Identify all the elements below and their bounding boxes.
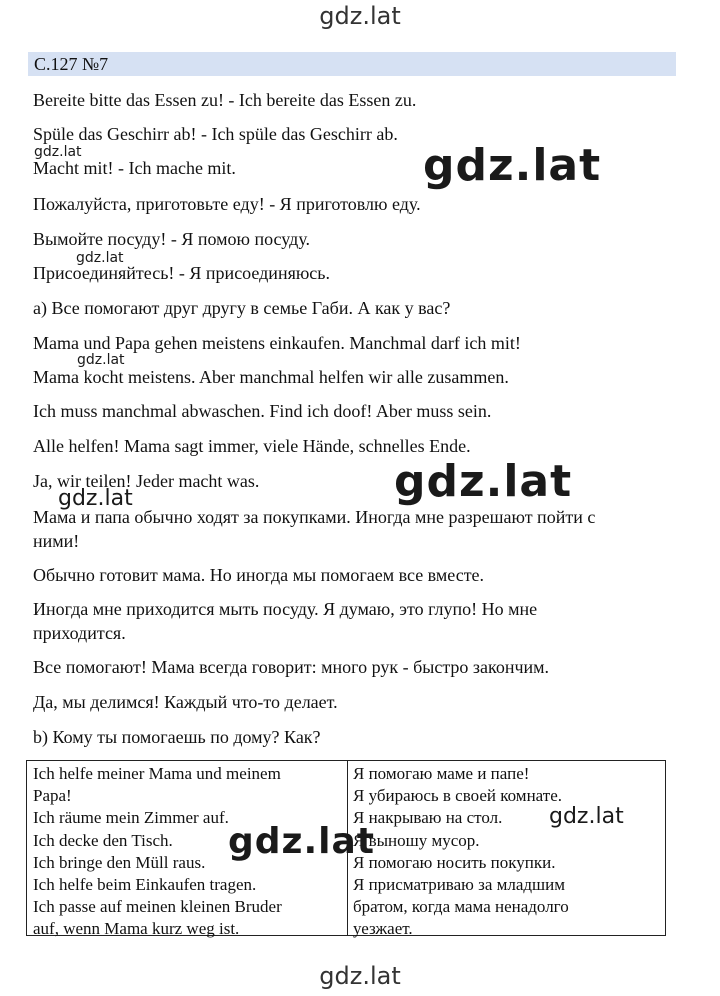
text-line-15: Обычно готовит мама. Но иногда мы помогаем все вместе. [33, 565, 485, 585]
watermark-large-3: gdz.lat [228, 821, 376, 862]
text-line-3: Macht mit! - Ich mache mit. [33, 158, 236, 178]
text-line-14: ними! [33, 531, 80, 551]
table-cell-ru-7: братом, когда мама ненадолго [353, 897, 569, 917]
table-cell-ru-6: Я присматриваю за младшим [353, 875, 566, 895]
text-line-13: Мама и папа обычно ходят за покупками. Иногда мне разрешают пойти с [33, 507, 596, 527]
text-line-6: Присоединяйтесь! - Я присоединяюсь. [33, 263, 330, 283]
text-line-16: Иногда мне приходится мыть посуду. Я думаю, это глупо! Но мне [33, 599, 538, 619]
watermark-large-1: gdz.lat [423, 140, 602, 191]
table-cell-de-2: Papa! [33, 786, 72, 806]
table-cell-ru-1: Я помогаю маме и папе! [353, 764, 530, 783]
text-line-18: Все помогают! Мама всегда говорит: много рук - быстро закончим. [33, 657, 550, 677]
watermark-medium-2: gdz.lat [549, 804, 624, 829]
text-line-19: Да, мы делимся! Каждый что-то делает. [33, 692, 338, 712]
table-column-russian [353, 763, 661, 941]
table-cell-ru-8: уезжает. [353, 919, 413, 939]
text-line-20: b) Кому ты помогаешь по дому? Как? [33, 727, 321, 747]
text-line-1: Bereite bitte das Essen zu! - Ich bereite das Essen zu. [33, 90, 417, 110]
text-line-5: Вымойте посуду! - Я помою посуду. [33, 229, 311, 249]
table-cell-de-4: Ich decke den Tisch. [33, 830, 173, 850]
text-line-8: Mama und Papa gehen meistens einkaufen. Manchmal darf ich mit! [33, 333, 521, 353]
text-line-7: а) Все помогают друг другу в семье Габи. А как у вас? [33, 298, 451, 318]
text-line-2: Spüle das Geschirr ab! - Ich spüle das Geschirr ab. [33, 124, 398, 144]
text-line-12: Ja, wir teilen! Jeder macht was. [33, 471, 260, 491]
table-cell-de-7: Ich passe auf meinen kleinen Bruder [33, 897, 282, 917]
text-line-9: Mama kocht meistens. Aber manchmal helfen wir alle zusammen. [33, 367, 509, 387]
table-cell-de-3: Ich räume mein Zimmer auf. [33, 808, 229, 828]
text-line-10: Ich muss manchmal abwaschen. Find ich doof! Aber muss sein. [33, 401, 492, 421]
header-bar [28, 52, 676, 76]
table-cell-de-1: Ich helfe meiner Mama und meinem [33, 764, 281, 783]
watermark-small-2: gdz.lat [76, 250, 124, 266]
text-line-11: Alle helfen! Mama sagt immer, viele Hände, schnelles Ende. [33, 436, 471, 456]
text-line-4: Пожалуйста, приготовьте еду! - Я приготовлю еду. [33, 194, 421, 214]
table-cell-de-8: auf, wenn Mama kurz weg ist. [33, 919, 240, 939]
table-cell-ru-2: Я убираюсь в своей комнате. [353, 786, 562, 806]
page-title: С.127 №7 [34, 54, 109, 74]
watermark-bottom: gdz.lat [319, 962, 401, 990]
watermark-small-1: gdz.lat [34, 144, 82, 160]
text-line-17: приходится. [33, 623, 126, 643]
watermark-top: gdz.lat [319, 2, 401, 30]
table-cell-de-5: Ich bringe den Müll raus. [33, 852, 206, 872]
watermark-medium-1: gdz.lat [58, 486, 133, 511]
table-cell-ru-4: Я выношу мусор. [353, 830, 480, 850]
watermark-large-2: gdz.lat [394, 456, 573, 507]
table-cell-ru-3: Я накрываю на стол. [353, 808, 503, 828]
table-cell-ru-5: Я помогаю носить покупки. [353, 852, 556, 872]
table-cell-de-6: Ich helfe beim Einkaufen tragen. [33, 875, 257, 895]
watermark-small-3: gdz.lat [77, 352, 125, 368]
